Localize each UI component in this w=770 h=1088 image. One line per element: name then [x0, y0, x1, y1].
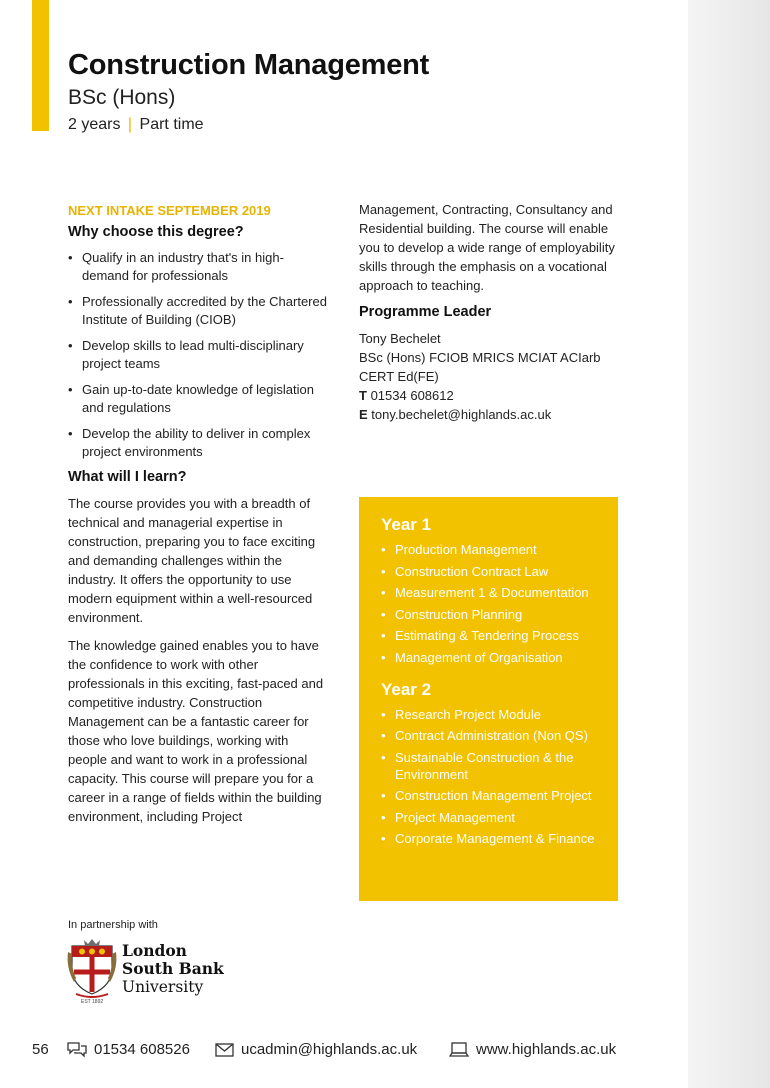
learn-paragraph: The knowledge gained enables you to have the confidence to work with other professionals in this exciting, fast-paced and competitive industry. Construction Management can be a fantastic career for those who love buildings, working with people and want to work in a professional capacity. This course will prepare you for a career in a range of fields within the building environment, including Project	[68, 638, 324, 824]
logo-line-2: South Bank	[122, 959, 224, 978]
module-item: • Project Management	[381, 809, 606, 826]
module-item: • Contract Administration (Non QS)	[381, 727, 606, 744]
why-item: • Professionally accredited by the Chartered Institute of Building (CIOB)	[68, 293, 330, 329]
leader-phone	[359, 386, 619, 405]
why-heading: Why choose this degree?	[68, 224, 244, 240]
year-1-modules	[381, 541, 606, 666]
year-1-title: Year 1	[381, 515, 432, 534]
laptop-icon	[449, 1042, 469, 1058]
footer-email[interactable]	[215, 1041, 417, 1058]
course-title: Construction Management	[68, 49, 430, 81]
right-column	[359, 200, 619, 424]
modules-box	[359, 497, 618, 901]
logo-established: EST 1892	[81, 999, 104, 1005]
leader-qualifications: BSc (Hons) FCIOB MRICS MCIAT ACIarb CERT Ed(FE)	[359, 350, 601, 384]
year-2-modules	[381, 706, 606, 848]
why-item: • Gain up-to-date knowledge of legislation and regulations	[68, 381, 330, 417]
learn-paragraph: The course provides you with a breadth of technical and managerial expertise in construction, preparing you to face exciting and demanding challenges within the industry. It offers the opportunity to use modern equipment within a well-resourced environment.	[68, 496, 316, 625]
phone-label: T	[359, 388, 367, 403]
why-item: • Qualify in an industry that's in high-demand for professionals	[68, 249, 330, 285]
course-duration	[68, 116, 204, 134]
footer-email-address: ucadmin@highlands.ac.uk	[241, 1041, 418, 1058]
why-item: • Develop the ability to deliver in complex project environments	[68, 425, 330, 461]
envelope-icon	[215, 1043, 234, 1057]
leader-heading: Programme Leader	[359, 304, 492, 320]
module-item: • Management of Organisation	[381, 649, 606, 666]
logo-line-1: London	[122, 941, 187, 960]
footer-phone-number: 01534 608526	[94, 1041, 190, 1058]
module-item: • Construction Management Project	[381, 787, 606, 804]
course-award: BSc (Hons)	[68, 86, 176, 109]
module-item: • Corporate Management & Finance	[381, 830, 606, 847]
module-item: • Construction Planning	[381, 606, 606, 623]
module-item: • Production Management	[381, 541, 606, 558]
partner-logo-text	[122, 942, 224, 996]
email-label: E	[359, 407, 368, 422]
left-column	[68, 203, 330, 835]
duration-years: 2 years	[68, 116, 121, 133]
footer-website-url: www.highlands.ac.uk	[476, 1041, 617, 1058]
why-list	[68, 249, 330, 461]
footer-phone[interactable]	[67, 1041, 190, 1058]
module-item: • Measurement 1 & Documentation	[381, 584, 606, 601]
logo-line-3: University	[122, 978, 204, 996]
module-item: • Construction Contract Law	[381, 563, 606, 580]
leader-name: Tony Bechelet	[359, 331, 441, 346]
leader-phone-number[interactable]: 01534 608612	[370, 388, 454, 403]
page-number: 56	[32, 1041, 49, 1058]
study-mode: Part time	[139, 116, 204, 133]
partnership-label: In partnership with	[68, 919, 158, 931]
year-2-title: Year 2	[381, 679, 432, 699]
university-crest-icon	[66, 938, 118, 1000]
accent-bar	[32, 0, 49, 131]
leader-email-address[interactable]: tony.bechelet@highlands.ac.uk	[371, 407, 552, 422]
why-item: • Develop skills to lead multi-disciplinary project teams	[68, 337, 330, 373]
leader-email	[359, 405, 619, 424]
module-item: • Sustainable Construction & the Environment	[381, 749, 606, 783]
page-edge-shade	[688, 0, 770, 1088]
module-item: • Research Project Module	[381, 706, 606, 723]
learn-heading: What will I learn?	[68, 469, 187, 485]
footer-website[interactable]	[449, 1041, 616, 1058]
chat-bubbles-icon	[67, 1041, 87, 1058]
module-item: • Estimating & Tendering Process	[381, 627, 606, 644]
learn-paragraph-continued: Management, Contracting, Consultancy and Residential building. The course will enable you to develop a wide range of employability skills through the emphasis on a vocational approach to teaching.	[359, 202, 615, 293]
intake-notice: NEXT INTAKE SEPTEMBER 2019	[68, 203, 271, 218]
duration-separator: |	[127, 116, 133, 133]
